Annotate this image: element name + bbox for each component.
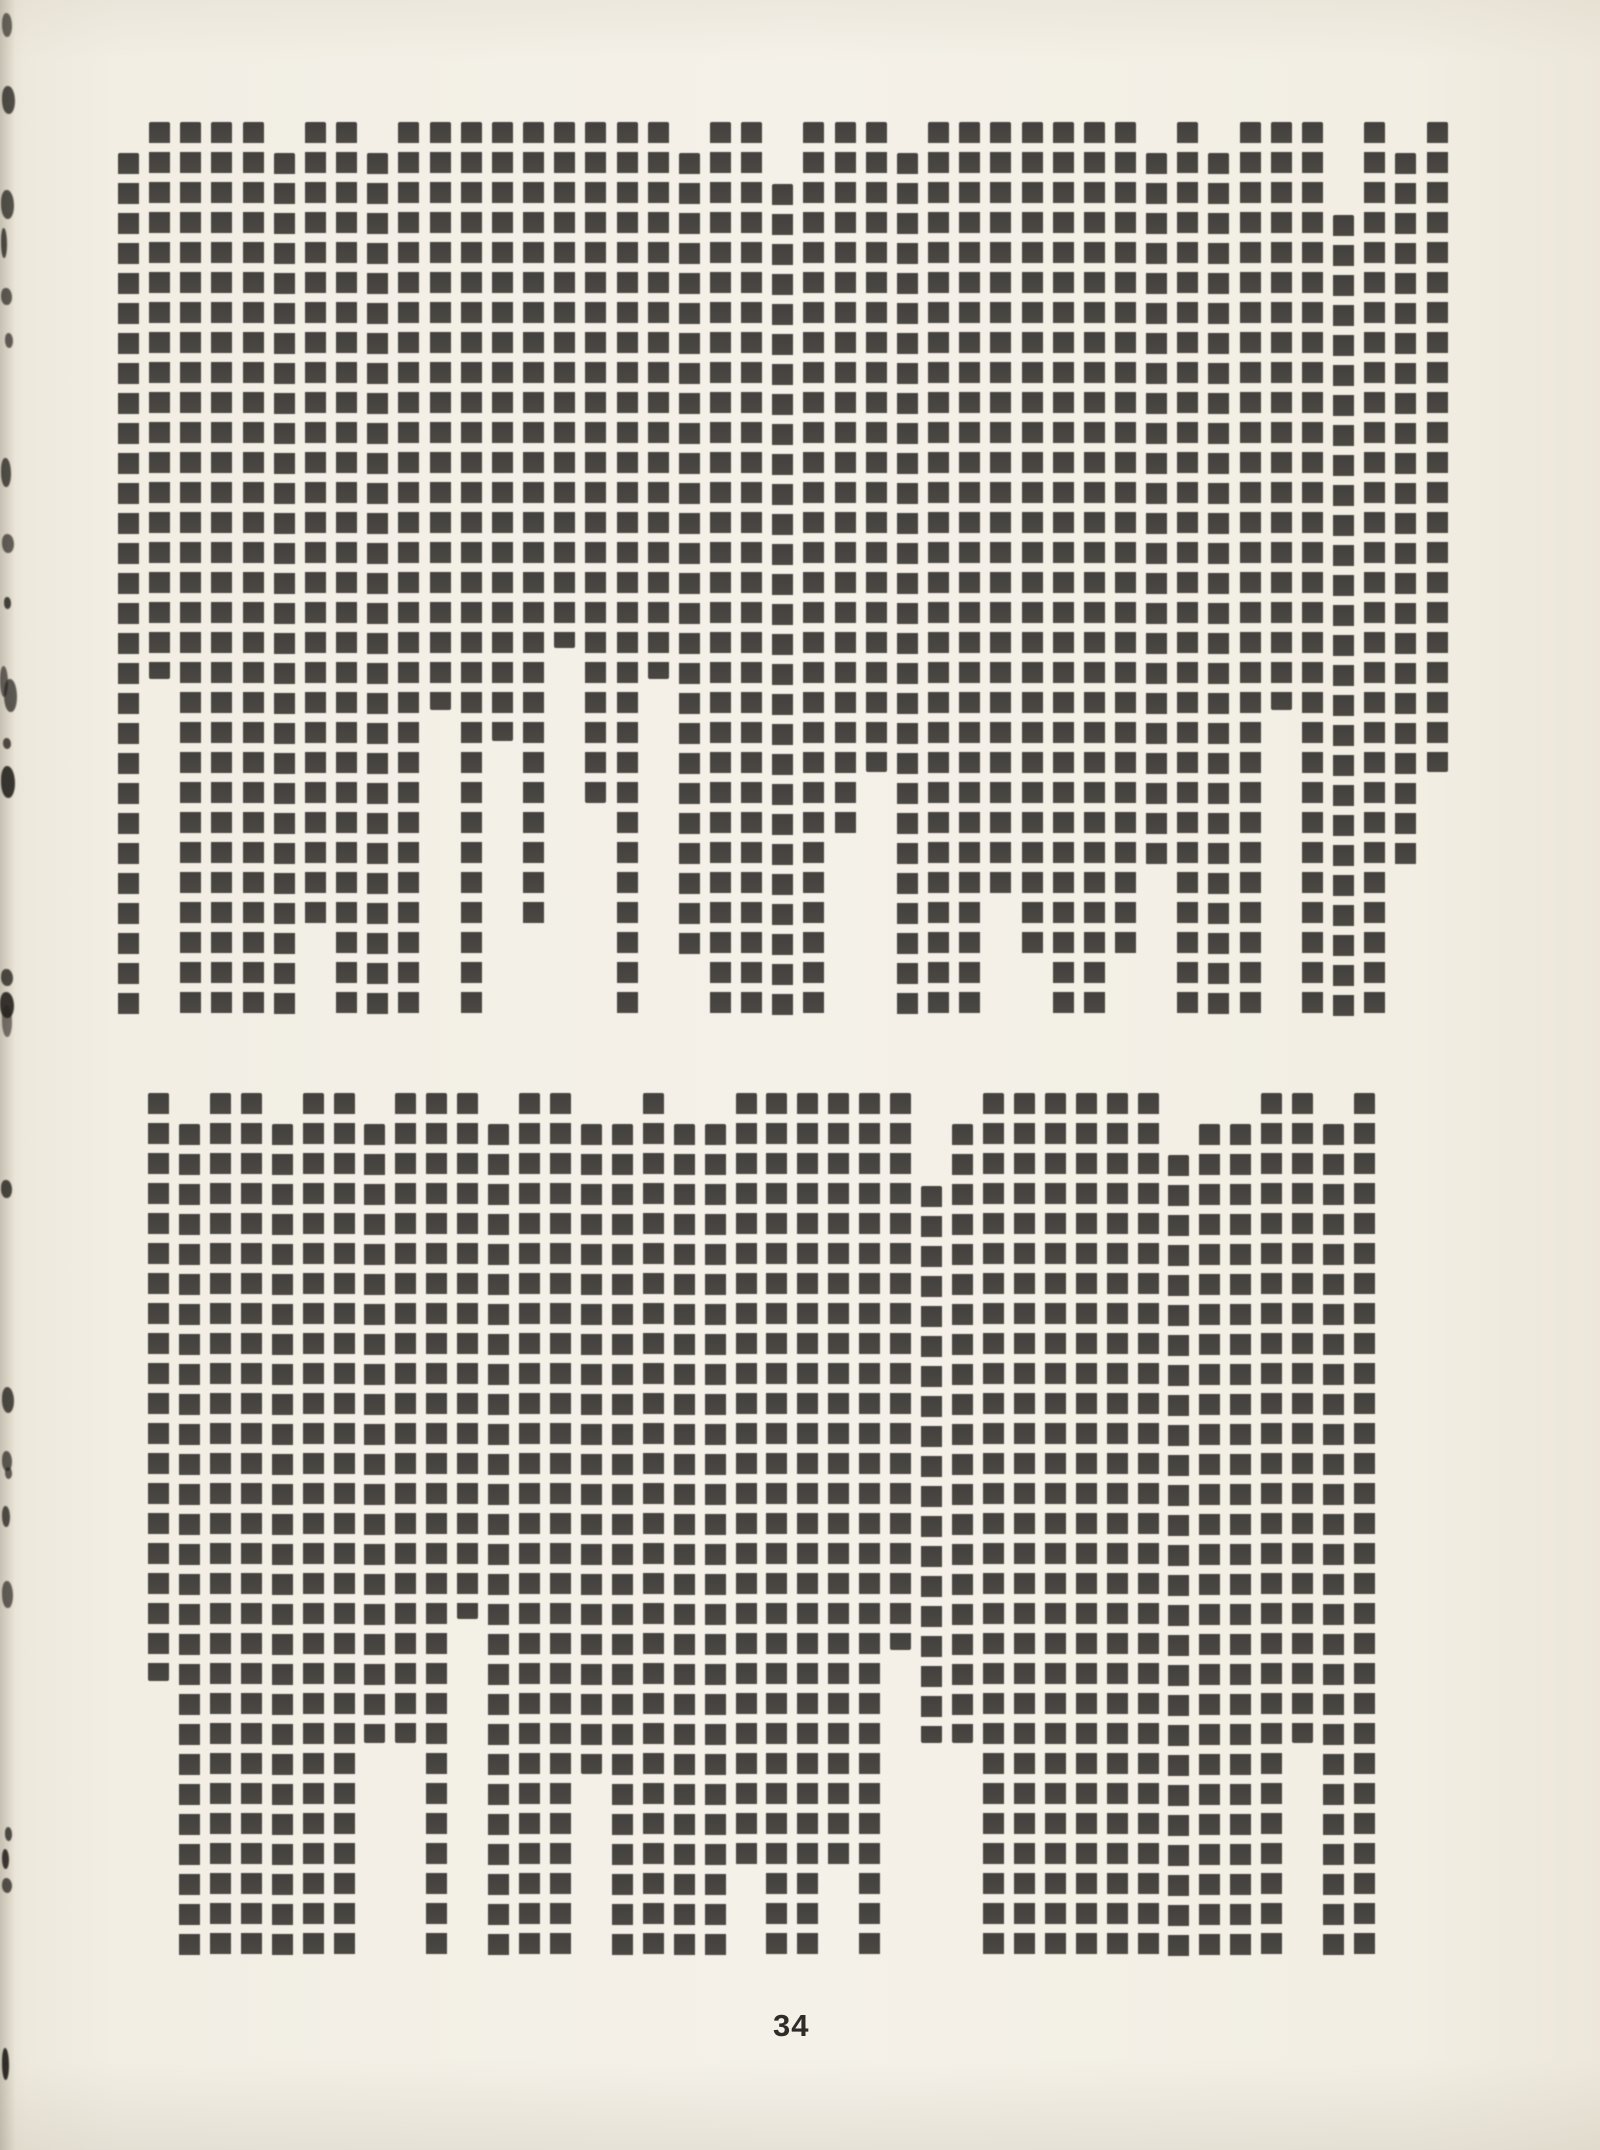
text-column xyxy=(1333,215,1354,1020)
text-column xyxy=(488,1124,509,1960)
text-column xyxy=(581,1124,602,1774)
ink-smudge xyxy=(2,2048,9,2080)
text-column xyxy=(983,1093,1004,1960)
text-column xyxy=(859,1093,880,1960)
text-column xyxy=(612,1124,633,1960)
text-column xyxy=(334,1093,355,1960)
text-column xyxy=(492,122,513,741)
text-column xyxy=(828,1093,849,1867)
text-column xyxy=(1199,1124,1220,1960)
text-column xyxy=(1302,122,1323,1020)
text-column xyxy=(643,1093,664,1960)
text-column xyxy=(710,122,731,1020)
text-column xyxy=(705,1124,726,1960)
ink-smudge xyxy=(4,597,11,609)
ink-smudge xyxy=(1,766,15,798)
text-column xyxy=(395,1093,416,1743)
text-column xyxy=(243,122,264,1020)
text-column xyxy=(952,1124,973,1743)
ink-smudge xyxy=(1,228,7,258)
ink-smudge xyxy=(1,190,14,220)
text-column xyxy=(928,122,949,1020)
text-column xyxy=(1115,122,1136,958)
text-column xyxy=(523,122,544,927)
ink-smudge xyxy=(2,1506,10,1527)
text-column xyxy=(241,1093,262,1960)
text-column xyxy=(1053,122,1074,1020)
page-number: 34 xyxy=(773,2008,810,2043)
text-column xyxy=(305,122,326,927)
text-column xyxy=(1022,122,1043,958)
text-column xyxy=(554,122,575,648)
text-column xyxy=(772,184,793,1020)
text-block-bottom xyxy=(148,1093,1375,1960)
text-column xyxy=(736,1093,757,1867)
text-column xyxy=(149,122,170,679)
text-column xyxy=(1364,122,1385,1020)
ink-smudge xyxy=(5,1827,12,1840)
ink-smudge xyxy=(4,679,16,712)
text-column xyxy=(367,153,388,1020)
ink-smudge xyxy=(1,1180,11,1198)
text-column xyxy=(1230,1124,1251,1960)
text-column xyxy=(679,153,700,958)
text-column xyxy=(741,122,762,1020)
text-column xyxy=(180,122,201,1020)
text-column xyxy=(803,122,824,1020)
text-column xyxy=(1107,1093,1128,1960)
text-column xyxy=(1084,122,1105,1020)
text-column xyxy=(210,1093,231,1960)
text-column xyxy=(766,1093,787,1960)
text-column xyxy=(398,122,419,1020)
ink-smudge xyxy=(5,333,13,348)
text-column xyxy=(336,122,357,1020)
text-column xyxy=(897,153,918,1020)
binding-edge xyxy=(0,0,18,2150)
text-column xyxy=(303,1093,324,1960)
text-column xyxy=(274,153,295,1020)
text-column xyxy=(211,122,232,1020)
text-column xyxy=(430,122,451,710)
text-column xyxy=(890,1093,911,1650)
text-column xyxy=(1076,1093,1097,1960)
text-column xyxy=(1146,153,1167,865)
text-column xyxy=(674,1124,695,1960)
text-column xyxy=(648,122,669,679)
text-column xyxy=(550,1093,571,1960)
text-block-top xyxy=(118,122,1448,1020)
text-column xyxy=(1177,122,1198,1020)
text-column xyxy=(118,153,139,1020)
text-column xyxy=(1045,1093,1066,1960)
ink-smudge xyxy=(2,86,15,114)
text-column xyxy=(1354,1093,1375,1960)
ink-smudge xyxy=(2,1387,15,1413)
ink-smudge xyxy=(2,534,14,553)
text-column xyxy=(272,1124,293,1960)
text-column xyxy=(519,1093,540,1960)
text-column xyxy=(426,1093,447,1960)
text-column xyxy=(921,1186,942,1743)
ink-smudge xyxy=(1,458,11,487)
text-column xyxy=(797,1093,818,1960)
text-column xyxy=(1138,1093,1159,1960)
ink-smudge xyxy=(2,1878,12,1892)
text-column xyxy=(1395,153,1416,865)
text-column xyxy=(866,122,887,772)
text-column xyxy=(179,1124,200,1960)
text-column xyxy=(959,122,980,1020)
ink-smudge xyxy=(3,738,11,749)
text-column xyxy=(1271,122,1292,710)
ink-smudge xyxy=(2,13,12,37)
ink-smudge xyxy=(2,1849,9,1869)
text-column xyxy=(1261,1093,1282,1960)
ink-smudge xyxy=(2,1451,12,1471)
text-column xyxy=(1168,1155,1189,1960)
text-column xyxy=(1292,1093,1313,1743)
ink-smudge xyxy=(0,992,14,1018)
text-column xyxy=(148,1093,169,1681)
text-column xyxy=(1208,153,1229,1020)
text-column xyxy=(1014,1093,1035,1960)
text-column xyxy=(1240,122,1261,1020)
ink-smudge xyxy=(2,1581,13,1608)
text-column xyxy=(364,1124,385,1743)
text-column xyxy=(1323,1124,1344,1960)
text-column xyxy=(617,122,638,1020)
text-column xyxy=(1427,122,1448,772)
text-column xyxy=(585,122,606,803)
text-column xyxy=(990,122,1011,896)
ink-smudge xyxy=(1,969,13,986)
text-column xyxy=(835,122,856,834)
text-column xyxy=(457,1093,478,1619)
ink-smudge xyxy=(1,288,11,305)
text-column xyxy=(461,122,482,1020)
